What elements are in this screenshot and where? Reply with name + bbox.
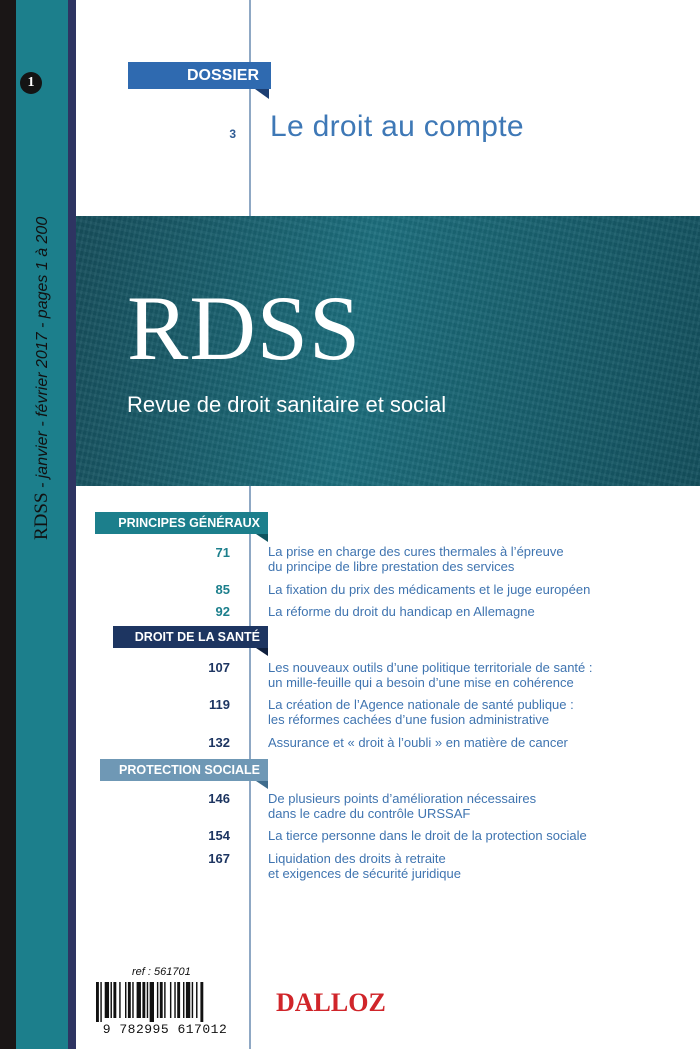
article-title-line: les réformes cachées d’une fusion administrative [268, 712, 550, 727]
article-page: 146 [208, 791, 230, 806]
barcode-icon [96, 982, 234, 1022]
spine-dark-edge [0, 0, 16, 1049]
barcode-bar [125, 982, 126, 1018]
spine-navy-edge [68, 0, 76, 1049]
section-tab-fold [256, 648, 268, 656]
section-tab-fold [256, 781, 268, 789]
journal-title: RDSS [127, 277, 362, 379]
article-title [268, 851, 688, 881]
barcode-bar [186, 982, 190, 1018]
article-title [268, 791, 688, 821]
barcode-bar [137, 982, 141, 1018]
barcode-bar [164, 982, 165, 1018]
dossier-tab-fold [255, 89, 269, 99]
article-title [268, 660, 688, 690]
barcode-bar [100, 982, 101, 1022]
barcode-bar [119, 982, 120, 1018]
barcode-bar [142, 982, 145, 1018]
article-page: 85 [215, 582, 230, 597]
spine-text [31, 217, 53, 540]
spine-issue-info: - janvier - février 2017 - pages 1 à 200 [34, 216, 51, 493]
barcode-bar [132, 982, 133, 1018]
barcode-bar [150, 982, 154, 1022]
section-label-protection: PROTECTION SOCIALE [100, 759, 268, 781]
article-title [268, 697, 688, 727]
article-page: 92 [215, 604, 230, 619]
article-page: 167 [208, 851, 230, 866]
reference-code: ref : 561701 [132, 966, 191, 978]
article-title: La réforme du droit du handicap en Allemagne [268, 604, 535, 619]
article-title-line: Liquidation des droits à retraite [268, 851, 446, 866]
barcode-bar [147, 982, 148, 1018]
journal-subtitle: Revue de droit sanitaire et social [127, 392, 447, 417]
title-banner [76, 216, 700, 486]
dossier-page-number: 3 [229, 127, 236, 141]
article-title: La fixation du prix des médicaments et le juge européen [268, 582, 591, 597]
issue-number-badge: 1 [20, 72, 42, 94]
barcode-bar [157, 982, 158, 1018]
article-page: 71 [215, 545, 230, 560]
article-title-line: De plusieurs points d’amélioration nécessaires [268, 791, 537, 806]
barcode-bar [170, 982, 171, 1018]
barcode-bar [128, 982, 131, 1018]
isbn-number: 9 782995 617012 [102, 1022, 228, 1037]
article-page: 154 [208, 828, 230, 843]
article-page: 132 [208, 735, 230, 750]
spine-journal: RDSS [31, 492, 52, 540]
barcode-bar [105, 982, 109, 1018]
article-title-line: La prise en charge des cures thermales à l’épreuve [268, 544, 564, 559]
article-title-line: Les nouveaux outils d’une politique territoriale de santé : [268, 660, 593, 675]
barcode-bar [96, 982, 99, 1022]
section-tab-fold [256, 534, 268, 542]
article-title-line: La création de l’Agence nationale de santé publique : [268, 697, 574, 712]
barcode-bar [113, 982, 116, 1018]
barcode-bar [192, 982, 193, 1018]
article-title-line: dans le cadre du contrôle URSSAF [268, 806, 471, 821]
barcode-bar [177, 982, 180, 1018]
section-label-principes: PRINCIPES GÉNÉRAUX [95, 512, 268, 534]
article-title-line: un mille-feuille qui a besoin d’une mise en cohérence [268, 675, 574, 690]
barcode-bar [196, 982, 197, 1018]
barcode-bar [174, 982, 175, 1018]
article-title-line: du principe de libre prestation des services [268, 559, 515, 574]
barcode-bar [111, 982, 112, 1018]
article-title: La tierce personne dans le droit de la protection sociale [268, 828, 587, 843]
article-page: 107 [208, 660, 230, 675]
dossier-label: DOSSIER [128, 62, 271, 89]
article-title-line: et exigences de sécurité juridique [268, 866, 461, 881]
article-title [268, 544, 688, 574]
barcode-bar [183, 982, 184, 1018]
dossier-title: Le droit au compte [270, 110, 524, 143]
barcode-bar [200, 982, 203, 1022]
barcode-bar [160, 982, 163, 1018]
section-label-sante: DROIT DE LA SANTÉ [113, 626, 268, 648]
publisher-logo: DALLOZ [276, 988, 386, 1017]
article-title: Assurance et « droit à l’oubli » en matière de cancer [268, 735, 568, 750]
article-page: 119 [209, 697, 230, 712]
